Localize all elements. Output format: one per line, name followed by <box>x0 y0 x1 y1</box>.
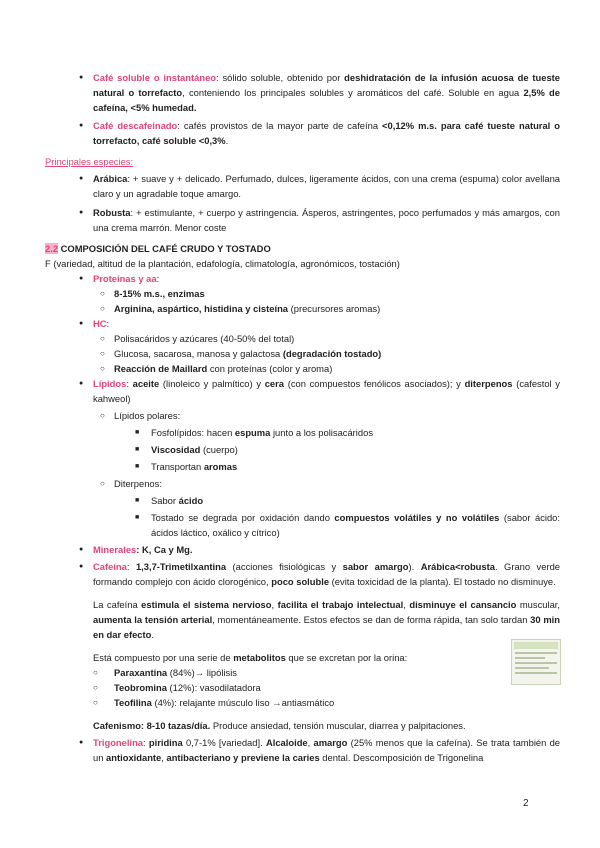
text: , <box>271 599 278 610</box>
list-item-robusta <box>45 205 560 235</box>
text: (precursores aromas) <box>288 303 381 314</box>
bullet-icon: ● <box>79 175 84 182</box>
text: Sabor <box>151 495 179 506</box>
text-bold: <0,12% m.s. para café tueste natural o torrefacto, café soluble <0,3% <box>93 120 560 146</box>
text-bold: aromas <box>203 461 238 472</box>
square-bullet-icon: ■ <box>135 463 140 470</box>
thumbnail-image <box>511 639 561 685</box>
bullet-icon: ● <box>79 563 84 570</box>
text: (84%)→ lipólisis <box>167 667 237 678</box>
text-bold: Cafenismo: 8-10 tazas/día. <box>93 720 211 731</box>
sub-item <box>45 346 560 361</box>
text: : <box>106 318 110 329</box>
text: dental. Descomposición de Trigonelina <box>319 752 484 763</box>
text: muscular, <box>516 599 560 610</box>
term: HC <box>93 318 107 329</box>
text-bold: ácido <box>178 495 204 506</box>
circle-bullet-icon: ○ <box>100 289 105 298</box>
square-bullet-icon: ■ <box>135 429 140 436</box>
text-bold: estimula el sistema nervioso <box>141 599 272 610</box>
square-bullet-icon: ■ <box>135 514 140 521</box>
text-bold: amargo <box>313 737 348 748</box>
text-bold: antioxidante <box>106 752 162 763</box>
list-item-hc <box>45 316 560 331</box>
text: (12%): vasodilatadora <box>166 682 261 693</box>
subheading-text: Principales especies: <box>45 156 134 167</box>
text: (25% menos que la cafeína). Se trata también de un <box>93 737 561 763</box>
text: (linoleico y palmítico) y <box>159 378 265 389</box>
circle-bullet-icon: ○ <box>100 304 105 313</box>
text: : + suave y + delicado. Perfumado, dulces, ligeramente ácidos, con una crema (espuma) color avellana claro y un agradable toque amargo. <box>93 173 560 199</box>
text-bold: 8-15% m.s., enzimas <box>114 288 205 299</box>
bullet-icon: ● <box>79 209 84 216</box>
circle-bullet-icon: ○ <box>100 334 105 343</box>
sub-item <box>45 301 560 316</box>
sub-item <box>45 361 560 376</box>
sub-item <box>45 331 560 346</box>
term: Proteínas y aa <box>93 273 157 284</box>
sub-sub-item <box>45 459 560 474</box>
sub-sub-item <box>45 442 560 457</box>
circle-bullet-icon: ○ <box>100 411 105 420</box>
text: , <box>307 737 314 748</box>
text: Produce ansiedad, tensión muscular, diarrea y palpitaciones. <box>210 720 466 731</box>
circle-bullet-icon: ○ <box>93 698 98 707</box>
text-bold: deshidratación de la infusión acuosa de tueste natural o torrefacto <box>93 72 560 98</box>
factors-line: F (variedad, altitud de la plantación, edafología, climatología, agronómicos, tostación) <box>45 258 400 269</box>
circle-bullet-icon: ○ <box>93 683 98 692</box>
text-bold: Arábica<robusta <box>420 561 495 572</box>
bullet-icon: ● <box>79 320 84 327</box>
text-bold: 30 min en dar efecto <box>93 614 560 640</box>
text-bold: disminuye el cansancio <box>409 599 517 610</box>
text-bold: aceite <box>132 378 160 389</box>
text-bold: antibacteriano y previene la caries <box>166 752 320 763</box>
text: con proteínas (color y aroma) <box>207 363 333 374</box>
text-bold: Reacción de Maillard <box>114 363 208 374</box>
term: Trigonelina <box>93 737 144 748</box>
sub-sub-item <box>45 425 560 440</box>
text: (con compuestos fenólicos asociados); y <box>284 378 465 389</box>
text: Está compuesto por una serie de <box>93 652 234 663</box>
bullet-icon: ● <box>79 275 84 282</box>
text: . Grano verde formando complejo con ácido clorogénico, <box>93 561 560 587</box>
text: Lípidos polares: <box>114 410 181 421</box>
text: Fosfolípidos: hacen <box>151 427 235 438</box>
text: ). <box>408 561 421 572</box>
text: : <box>143 737 149 748</box>
text: (sabor ácido: ácidos láctico, oxálico y cítrico) <box>151 512 560 538</box>
list-item-arabica <box>45 171 560 201</box>
bullet-icon: ● <box>79 546 84 553</box>
text: La cafeína <box>93 599 142 610</box>
text-bold: (degradación tostado) <box>282 348 382 359</box>
text-bold: Alcaloide <box>265 737 308 748</box>
text: Diterpenos: <box>114 478 162 489</box>
text-bold: compuestos volátiles y no volátiles <box>334 512 500 523</box>
section-title: COMPOSICIÓN DEL CAFÉ CRUDO Y TOSTADO <box>60 243 271 254</box>
text: (acciones fisiológicas y <box>226 561 343 572</box>
term: Arábica <box>93 173 128 184</box>
list-item-soluble <box>45 70 560 115</box>
subheading-principales <box>45 154 560 169</box>
text-bold: facilita el trabajo intelectual <box>277 599 404 610</box>
text: : <box>126 561 136 572</box>
list-item-cafeina <box>45 559 560 589</box>
term: Cafeína <box>93 561 127 572</box>
text-bold: metabolitos <box>233 652 286 663</box>
sub-item <box>45 476 560 491</box>
metabolite-item <box>45 695 560 710</box>
text: que se excretan por la orina: <box>285 652 408 663</box>
text-bold: Paraxantina <box>114 667 168 678</box>
circle-bullet-icon: ○ <box>100 349 105 358</box>
bullet-icon: ● <box>79 380 84 387</box>
circle-bullet-icon: ○ <box>100 479 105 488</box>
bullet-icon: ● <box>79 739 84 746</box>
bullet-icon: ● <box>79 74 84 81</box>
text-bold: Arginina, aspártico, histidina y cisteína <box>114 303 289 314</box>
paragraph-cafeinismo <box>45 718 560 733</box>
text-bold: 1,3,7-Trimetilxantina <box>135 561 227 572</box>
text-bold: Viscosidad <box>151 444 201 455</box>
square-bullet-icon: ■ <box>135 446 140 453</box>
term: Café descafeinado <box>93 120 178 131</box>
text-bold: Teobromina <box>114 682 167 693</box>
text: : <box>156 273 160 284</box>
sub-sub-item <box>45 510 560 540</box>
text: : + estimulante, + cuerpo y astringencia. Ásperos, astringentes, poco perfumados y más amargos, con una crema marrón. Menor coste <box>93 207 560 233</box>
text: , <box>161 752 167 763</box>
text: 0,7-1% [variedad]. <box>182 737 266 748</box>
text-bold: piridina <box>148 737 183 748</box>
text: Tostado se degrada por oxidación dando <box>151 512 335 523</box>
text-bold: poco soluble <box>271 576 330 587</box>
text: (cuerpo) <box>200 444 238 455</box>
text: . <box>151 629 154 640</box>
term: Café soluble o instantáneo <box>93 72 217 83</box>
term: Robusta <box>93 207 131 218</box>
text: Polisacáridos y azúcares (40-50% del total) <box>114 333 295 344</box>
paragraph-efectos <box>45 597 560 642</box>
list-item-minerales <box>45 542 560 557</box>
metabolite-item <box>45 680 560 695</box>
text: , conteniendo los principales solubles y aromáticos del café. Soluble en agua <box>182 87 524 98</box>
text-bold: espuma <box>234 427 271 438</box>
section-heading <box>45 241 560 256</box>
text: (evita toxicidad de la planta). El tostado no disminuye. <box>329 576 556 587</box>
square-bullet-icon: ■ <box>135 497 140 504</box>
text: . <box>225 135 229 146</box>
text: : cafés provistos de la mayor parte de cafeína <box>177 120 383 131</box>
term: Minerales <box>93 544 137 555</box>
document-page <box>45 70 560 765</box>
section-number: 2.2 <box>45 243 59 254</box>
text: Transportan <box>151 461 204 472</box>
paragraph-metabolitos <box>45 650 560 665</box>
sub-item <box>45 408 560 423</box>
text: (4%): relajante músculo liso →antiasmático <box>151 697 335 708</box>
list-item-descafeinado <box>45 118 560 148</box>
sub-item <box>45 286 560 301</box>
circle-bullet-icon: ○ <box>93 668 98 677</box>
list-item-lipidos <box>45 376 560 406</box>
text-bold: cera <box>264 378 284 389</box>
text: (cafestol y kahweol) <box>93 378 560 404</box>
metabolite-item <box>45 665 560 680</box>
text-bold: 2,5% de cafeína, <5% humedad. <box>93 87 560 113</box>
text: : sólido soluble, obtenido por <box>216 72 345 83</box>
page-number: 2 <box>523 798 529 809</box>
text-bold: sabor amargo <box>342 561 409 572</box>
text: : <box>126 378 133 389</box>
list-item-proteinas <box>45 271 560 286</box>
sub-sub-item <box>45 493 560 508</box>
text: , <box>403 599 410 610</box>
text: junto a los polisacáridos <box>270 427 374 438</box>
text-bold: Teofilina <box>114 697 152 708</box>
text-bold: diterpenos <box>464 378 513 389</box>
circle-bullet-icon: ○ <box>100 364 105 373</box>
term: Lípidos <box>93 378 127 389</box>
text: , momentáneamente. Estos efectos se dan de forma rápida, tan solo tardan <box>212 614 531 625</box>
bullet-icon: ● <box>79 122 84 129</box>
list-item-trigonelina <box>45 735 560 765</box>
text-bold: : K, Ca y Mg. <box>136 544 193 555</box>
text-bold: aumenta la tensión arterial <box>93 614 213 625</box>
text: Glucosa, sacarosa, manosa y galactosa <box>114 348 283 359</box>
